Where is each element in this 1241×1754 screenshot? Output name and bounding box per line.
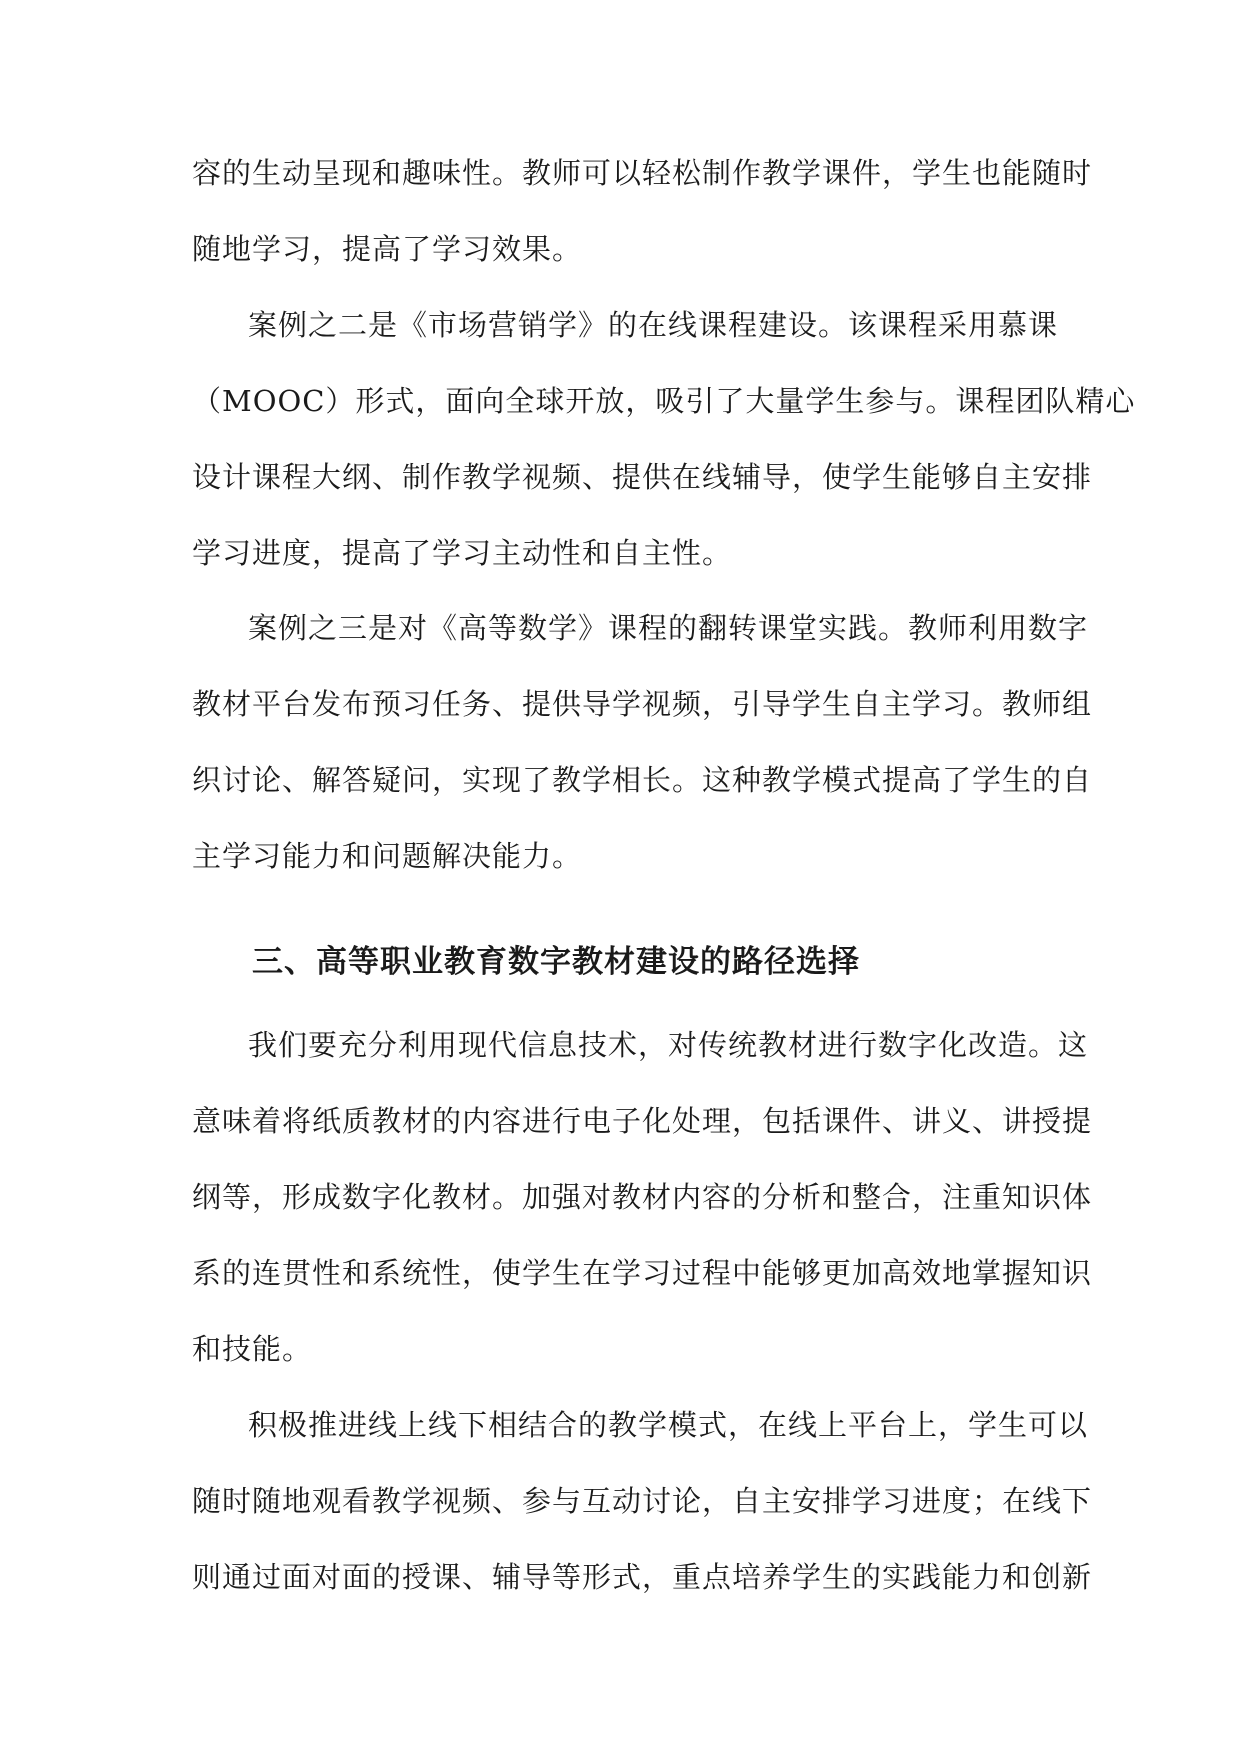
paragraph-line: 织讨论、解答疑问，实现了教学相长。这种教学模式提高了学生的自 bbox=[192, 763, 1093, 797]
paragraph-line: 随时随地观看教学视频、参与互动讨论，自主安排学习进度；在线下 bbox=[192, 1484, 1093, 1518]
paragraph-line: 学习进度，提高了学习主动性和自主性。 bbox=[192, 536, 733, 570]
paragraph-line: 和技能。 bbox=[192, 1332, 313, 1366]
section-heading: 三、高等职业教育数字教材建设的路径选择 bbox=[252, 944, 860, 980]
paragraph-line: 案例之二是《市场营销学》的在线课程建设。该课程采用慕课 bbox=[248, 308, 1059, 342]
paragraph-line: 随地学习，提高了学习效果。 bbox=[192, 232, 583, 266]
paragraph-line: 意味着将纸质教材的内容进行电子化处理，包括课件、讲义、讲授提 bbox=[192, 1104, 1093, 1138]
paragraph-line: 教材平台发布预习任务、提供导学视频，引导学生自主学习。教师组 bbox=[192, 687, 1093, 721]
paragraph-line: 我们要充分利用现代信息技术，对传统教材进行数字化改造。这 bbox=[248, 1028, 1089, 1062]
paragraph-line: （MOOC）形式，面向全球开放，吸引了大量学生参与。课程团队精心 bbox=[192, 384, 1136, 418]
paragraph-line: 纲等，形成数字化教材。加强对教材内容的分析和整合，注重知识体 bbox=[192, 1180, 1093, 1214]
paragraph-line: 则通过面对面的授课、辅导等形式，重点培养学生的实践能力和创新 bbox=[192, 1560, 1093, 1594]
paragraph-line: 设计课程大纲、制作教学视频、提供在线辅导，使学生能够自主安排 bbox=[192, 460, 1093, 494]
paragraph-line: 主学习能力和问题解决能力。 bbox=[192, 839, 583, 873]
paragraph-line: 案例之三是对《高等数学》课程的翻转课堂实践。教师利用数字 bbox=[248, 611, 1089, 645]
paragraph-line: 系的连贯性和系统性，使学生在学习过程中能够更加高效地掌握知识 bbox=[192, 1256, 1093, 1290]
paragraph-line: 容的生动呈现和趣味性。教师可以轻松制作教学课件，学生也能随时 bbox=[192, 156, 1093, 190]
paragraph-line: 积极推进线上线下相结合的教学模式，在线上平台上，学生可以 bbox=[248, 1408, 1089, 1442]
